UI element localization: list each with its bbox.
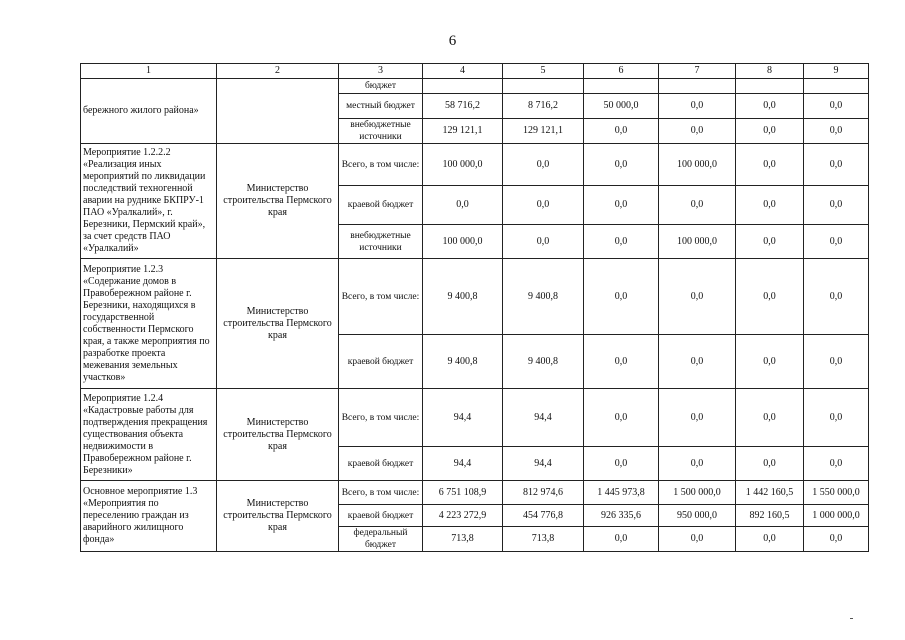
amount-cell: 9 400,8 <box>423 335 503 389</box>
header-row <box>81 64 869 79</box>
amount-cell: 0,0 <box>503 144 584 186</box>
table-row <box>81 259 869 335</box>
funding-source: внебюджетные источники <box>339 119 423 144</box>
funding-source: федеральный бюджет <box>339 527 423 552</box>
budget-table <box>80 63 869 552</box>
amount-cell: 0,0 <box>804 335 869 389</box>
funding-source: бюджет <box>339 79 423 94</box>
column-header: 2 <box>217 64 339 79</box>
amount-cell <box>423 79 503 94</box>
amount-cell: 0,0 <box>659 186 736 225</box>
amount-cell: 1 445 973,8 <box>584 481 659 505</box>
activity-name: бережного жилого района» <box>81 79 217 144</box>
table-row <box>81 79 869 94</box>
column-header: 7 <box>659 64 736 79</box>
amount-cell: 94,4 <box>423 389 503 447</box>
amount-cell: 0,0 <box>659 335 736 389</box>
amount-cell: 0,0 <box>584 119 659 144</box>
amount-cell: 100 000,0 <box>423 144 503 186</box>
table-body <box>81 79 869 552</box>
amount-cell: 1 550 000,0 <box>804 481 869 505</box>
amount-cell: 0,0 <box>804 259 869 335</box>
funding-source: Всего, в том числе: <box>339 259 423 335</box>
amount-cell: 9 400,8 <box>423 259 503 335</box>
column-header: 4 <box>423 64 503 79</box>
amount-cell: 0,0 <box>659 94 736 119</box>
amount-cell: 0,0 <box>503 225 584 259</box>
amount-cell: 100 000,0 <box>659 225 736 259</box>
amount-cell: 1 442 160,5 <box>736 481 804 505</box>
amount-cell <box>584 79 659 94</box>
activity-name: Мероприятие 1.2.2.2 «Реализация иных мероприятий по ликвидации последствий техногенной аварии на руднике БКПРУ-1 ПАО «Уралкалий», г. Березники, Пермский край», за счет средств ПАО «Уралкалий» <box>81 144 217 259</box>
amount-cell: 0,0 <box>584 527 659 552</box>
amount-cell <box>659 79 736 94</box>
amount-cell: 0,0 <box>804 119 869 144</box>
funding-source: Всего, в том числе: <box>339 481 423 505</box>
activity-name: Мероприятие 1.2.3 «Содержание домов в Правобережном районе г. Березники, находящихся в государственной собственности Пермского края, а также мероприятия по разработке проекта межевания земельных участков» <box>81 259 217 389</box>
amount-cell: 0,0 <box>736 335 804 389</box>
activity-name: Мероприятие 1.2.4 «Кадастровые работы для подтверждения прекращения существования объекта недвижимости в Правобережном районе г. Березники» <box>81 389 217 481</box>
column-header: 6 <box>584 64 659 79</box>
funding-source: краевой бюджет <box>339 186 423 225</box>
amount-cell: 0,0 <box>804 389 869 447</box>
responsible-executor: Министерство строительства Пермского края <box>217 389 339 481</box>
amount-cell: 58 716,2 <box>423 94 503 119</box>
amount-cell: 0,0 <box>659 389 736 447</box>
amount-cell: 0,0 <box>584 335 659 389</box>
amount-cell: 0,0 <box>659 527 736 552</box>
scan-mark <box>850 618 853 619</box>
amount-cell: 713,8 <box>423 527 503 552</box>
amount-cell: 892 160,5 <box>736 505 804 527</box>
amount-cell: 1 000 000,0 <box>804 505 869 527</box>
amount-cell: 94,4 <box>503 389 584 447</box>
amount-cell: 0,0 <box>736 447 804 481</box>
amount-cell: 0,0 <box>503 186 584 225</box>
amount-cell: 0,0 <box>736 259 804 335</box>
amount-cell: 94,4 <box>503 447 584 481</box>
amount-cell: 454 776,8 <box>503 505 584 527</box>
amount-cell: 0,0 <box>659 447 736 481</box>
amount-cell: 0,0 <box>804 447 869 481</box>
amount-cell: 94,4 <box>423 447 503 481</box>
amount-cell: 0,0 <box>423 186 503 225</box>
amount-cell: 0,0 <box>659 259 736 335</box>
amount-cell: 0,0 <box>659 119 736 144</box>
funding-source: Всего, в том числе: <box>339 144 423 186</box>
funding-source: краевой бюджет <box>339 335 423 389</box>
amount-cell: 950 000,0 <box>659 505 736 527</box>
table-row <box>81 481 869 505</box>
amount-cell: 0,0 <box>584 259 659 335</box>
activity-name: Основное мероприятие 1.3 «Мероприятия по переселению граждан из аварийного жилищного фонда» <box>81 481 217 552</box>
amount-cell: 0,0 <box>736 527 804 552</box>
amount-cell: 100 000,0 <box>659 144 736 186</box>
column-header: 5 <box>503 64 584 79</box>
amount-cell: 0,0 <box>584 447 659 481</box>
amount-cell: 713,8 <box>503 527 584 552</box>
amount-cell: 0,0 <box>584 144 659 186</box>
amount-cell: 9 400,8 <box>503 259 584 335</box>
amount-cell: 0,0 <box>584 186 659 225</box>
amount-cell: 0,0 <box>736 94 804 119</box>
responsible-executor <box>217 79 339 144</box>
column-header: 1 <box>81 64 217 79</box>
amount-cell <box>503 79 584 94</box>
amount-cell: 0,0 <box>804 186 869 225</box>
funding-source: местный бюджет <box>339 94 423 119</box>
amount-cell: 0,0 <box>584 225 659 259</box>
column-header: 8 <box>736 64 804 79</box>
amount-cell: 100 000,0 <box>423 225 503 259</box>
funding-source: Всего, в том числе: <box>339 389 423 447</box>
amount-cell: 8 716,2 <box>503 94 584 119</box>
table-row <box>81 389 869 447</box>
amount-cell: 4 223 272,9 <box>423 505 503 527</box>
amount-cell: 0,0 <box>804 94 869 119</box>
table-row <box>81 144 869 186</box>
amount-cell: 0,0 <box>584 389 659 447</box>
amount-cell: 0,0 <box>804 144 869 186</box>
amount-cell: 1 500 000,0 <box>659 481 736 505</box>
page-number: 6 <box>448 33 457 49</box>
amount-cell: 0,0 <box>736 144 804 186</box>
amount-cell: 50 000,0 <box>584 94 659 119</box>
amount-cell: 0,0 <box>736 186 804 225</box>
amount-cell: 129 121,1 <box>423 119 503 144</box>
amount-cell: 0,0 <box>804 527 869 552</box>
amount-cell: 129 121,1 <box>503 119 584 144</box>
amount-cell: 926 335,6 <box>584 505 659 527</box>
funding-source: краевой бюджет <box>339 447 423 481</box>
amount-cell: 9 400,8 <box>503 335 584 389</box>
column-header: 3 <box>339 64 423 79</box>
responsible-executor: Министерство строительства Пермского края <box>217 144 339 259</box>
responsible-executor: Министерство строительства Пермского края <box>217 259 339 389</box>
amount-cell: 0,0 <box>736 389 804 447</box>
funding-source: краевой бюджет <box>339 505 423 527</box>
column-header: 9 <box>804 64 869 79</box>
amount-cell <box>736 79 804 94</box>
amount-cell: 0,0 <box>736 225 804 259</box>
amount-cell: 0,0 <box>804 225 869 259</box>
funding-source: внебюджетные источники <box>339 225 423 259</box>
amount-cell: 0,0 <box>736 119 804 144</box>
responsible-executor: Министерство строительства Пермского края <box>217 481 339 552</box>
amount-cell: 812 974,6 <box>503 481 584 505</box>
amount-cell: 6 751 108,9 <box>423 481 503 505</box>
amount-cell <box>804 79 869 94</box>
